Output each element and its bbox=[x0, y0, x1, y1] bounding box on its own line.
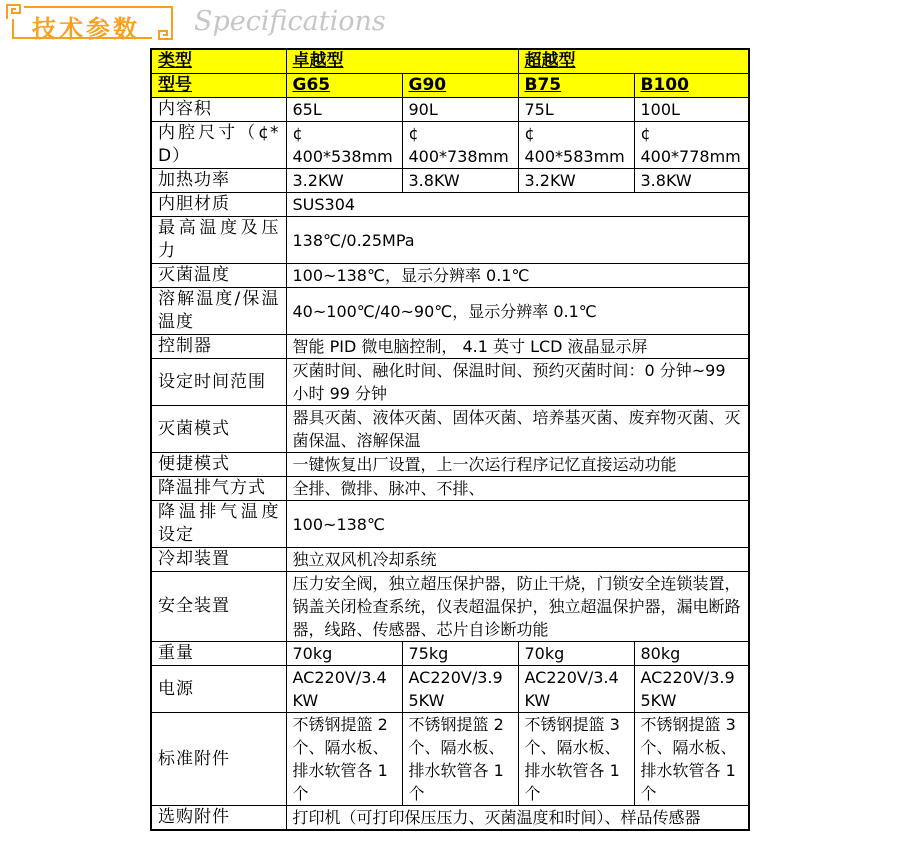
page-header bbox=[4, 2, 386, 42]
spec-row bbox=[151, 193, 749, 217]
spec-row-label: 灭菌模式 bbox=[151, 406, 286, 453]
type-row bbox=[151, 49, 749, 74]
spec-row bbox=[151, 501, 749, 548]
spec-value-cell: 3.2KW bbox=[518, 169, 634, 193]
spec-value-cell: 75kg bbox=[402, 642, 518, 666]
spec-row bbox=[151, 477, 749, 501]
spec-row bbox=[151, 453, 749, 477]
model-g90: G90 bbox=[402, 74, 518, 98]
series-surpass: 超越型 bbox=[518, 49, 749, 74]
section-title-badge bbox=[4, 2, 178, 42]
spec-value-cell: ¢ 400*738mm bbox=[402, 122, 518, 169]
spec-value-cell: AC220V/3.95KW bbox=[402, 666, 518, 713]
spec-value-cell: 不锈钢提篮 2 个、隔水板、排水软管各 1 个 bbox=[286, 713, 402, 806]
spec-value-cell: 70kg bbox=[518, 642, 634, 666]
spec-row-label: 冷却装置 bbox=[151, 548, 286, 572]
specs-table bbox=[150, 48, 750, 831]
spec-value-cell: 100L bbox=[634, 98, 749, 122]
spec-row-label: 最高温度及压力 bbox=[151, 217, 286, 264]
spec-row bbox=[151, 642, 749, 666]
spec-value-cell: AC220V/3.95KW bbox=[634, 666, 749, 713]
spec-value-cell: 不锈钢提篮 2 个、隔水板、排水软管各 1 个 bbox=[402, 713, 518, 806]
model-row bbox=[151, 74, 749, 98]
spec-row-label: 重量 bbox=[151, 642, 286, 666]
spec-row bbox=[151, 713, 749, 806]
spec-row bbox=[151, 288, 749, 335]
spec-value-cell: 90L bbox=[402, 98, 518, 122]
spec-row-label: 安全装置 bbox=[151, 572, 286, 642]
spec-row bbox=[151, 122, 749, 169]
spec-value-cell: 压力安全阀，独立超压保护器，防止干烧，门锁安全连锁装置，锅盖关闭检查系统，仪表超温保护，独立超温保护器，漏电断路器，线路、传感器、芯片自诊断功能 bbox=[286, 572, 749, 642]
spec-row-label: 标准附件 bbox=[151, 713, 286, 806]
spec-row bbox=[151, 666, 749, 713]
spec-value-cell: 3.8KW bbox=[402, 169, 518, 193]
spec-row bbox=[151, 359, 749, 406]
spec-value-cell: AC220V/3.4KW bbox=[518, 666, 634, 713]
spec-row-label: 内腔尺寸（¢*D） bbox=[151, 122, 286, 169]
spec-row bbox=[151, 572, 749, 642]
spec-row-label: 选购附件 bbox=[151, 806, 286, 831]
spec-row bbox=[151, 98, 749, 122]
spec-value-cell: 80kg bbox=[634, 642, 749, 666]
spec-row-label: 降温排气方式 bbox=[151, 477, 286, 501]
model-b75: B75 bbox=[518, 74, 634, 98]
model-g65: G65 bbox=[286, 74, 402, 98]
spec-value-cell: 灭菌时间、融化时间、保温时间、预约灭菌时间：0 分钟~99 小时 99 分钟 bbox=[286, 359, 749, 406]
spec-row bbox=[151, 169, 749, 193]
spec-value-cell: 65L bbox=[286, 98, 402, 122]
spec-row-label: 内胆材质 bbox=[151, 193, 286, 217]
spec-value-cell: 70kg bbox=[286, 642, 402, 666]
spec-row-label: 溶解温度/保温温度 bbox=[151, 288, 286, 335]
spec-value-cell: 3.2KW bbox=[286, 169, 402, 193]
spec-value-cell: 器具灭菌、液体灭菌、固体灭菌、培养基灭菌、废弃物灭菌、灭菌保温、溶解保温 bbox=[286, 406, 749, 453]
spec-value-cell: AC220V/3.4KW bbox=[286, 666, 402, 713]
spec-row-label: 降温排气温度设定 bbox=[151, 501, 286, 548]
spec-row bbox=[151, 335, 749, 359]
series-excellent: 卓越型 bbox=[286, 49, 518, 74]
spec-value-cell: 75L bbox=[518, 98, 634, 122]
model-row-label: 型号 bbox=[151, 74, 286, 98]
spec-value-cell: ¢ 400*538mm bbox=[286, 122, 402, 169]
spec-row-label: 内容积 bbox=[151, 98, 286, 122]
spec-row bbox=[151, 806, 749, 831]
spec-value-cell: 3.8KW bbox=[634, 169, 749, 193]
specs-table-header bbox=[151, 49, 749, 98]
spec-value-cell: 100~138℃ bbox=[286, 501, 749, 548]
spec-value-cell: 40~100℃/40~90℃，显示分辨率 0.1℃ bbox=[286, 288, 749, 335]
spec-value-cell: 全排、微排、脉冲、不排、 bbox=[286, 477, 749, 501]
page-title: 技术参数 bbox=[32, 15, 140, 43]
model-b100: B100 bbox=[634, 74, 749, 98]
spec-value-cell: 138℃/0.25MPa bbox=[286, 217, 749, 264]
spec-row-label: 加热功率 bbox=[151, 169, 286, 193]
specs-table-body bbox=[151, 98, 749, 831]
spec-value-cell: SUS304 bbox=[286, 193, 749, 217]
spec-value-cell: ¢ 400*778mm bbox=[634, 122, 749, 169]
spec-row-label: 设定时间范围 bbox=[151, 359, 286, 406]
page-subtitle: Specifications bbox=[194, 6, 386, 37]
spec-value-cell: 不锈钢提篮 3 个、隔水板、排水软管各 1 个 bbox=[518, 713, 634, 806]
spec-value-cell: ¢ 400*583mm bbox=[518, 122, 634, 169]
spec-row-label: 灭菌温度 bbox=[151, 264, 286, 288]
spec-value-cell: 100~138℃，显示分辨率 0.1℃ bbox=[286, 264, 749, 288]
spec-row bbox=[151, 264, 749, 288]
spec-value-cell: 独立双风机冷却系统 bbox=[286, 548, 749, 572]
spec-row-label: 便捷模式 bbox=[151, 453, 286, 477]
type-row-label: 类型 bbox=[151, 49, 286, 74]
spec-row-label: 控制器 bbox=[151, 335, 286, 359]
spec-row-label: 电源 bbox=[151, 666, 286, 713]
spec-value-cell: 打印机（可打印保压压力、灭菌温度和时间）、样品传感器 bbox=[286, 806, 749, 831]
spec-value-cell: 智能 PID 微电脑控制， 4.1 英寸 LCD 液晶显示屏 bbox=[286, 335, 749, 359]
spec-value-cell: 不锈钢提篮 3 个、隔水板、排水软管各 1 个 bbox=[634, 713, 749, 806]
spec-value-cell: 一键恢复出厂设置，上一次运行程序记忆直接运动功能 bbox=[286, 453, 749, 477]
spec-row bbox=[151, 217, 749, 264]
spec-row bbox=[151, 406, 749, 453]
spec-row bbox=[151, 548, 749, 572]
